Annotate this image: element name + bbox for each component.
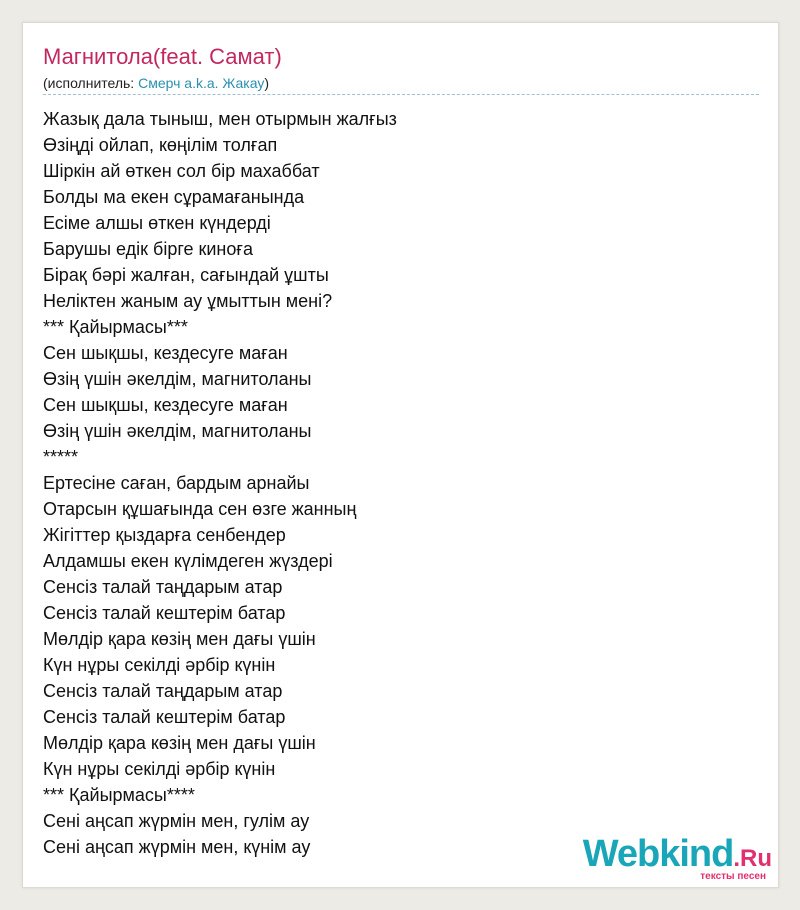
performer-line [43, 74, 269, 92]
song-title: Магнитола(feat. Самат) [43, 44, 282, 69]
lyric-line: Неліктен жаным ау ұмыттын мені? [43, 291, 333, 311]
lyric-line: Болды ма екен сұрамағанында [43, 187, 305, 207]
lyric-line: *** Қайырмасы*** [43, 317, 188, 337]
lyric-line: Өзің үшін әкелдім, магнитоланы [43, 369, 312, 389]
logo-domain: .Ru [733, 845, 772, 872]
lyric-line: Күн нұры секілді әрбір күнін [43, 655, 276, 675]
lyric-line: Ертесіне саған, бардым арнайы [43, 473, 310, 493]
lyric-line: Мөлдір қара көзің мен дағы үшін [43, 733, 316, 753]
performer-prefix: (исполнитель: [43, 75, 139, 91]
lyric-line: Бірақ бәрі жалған, сағындай ұшты [43, 265, 329, 285]
lyric-line: Алдамшы екен күлімдеген жүздері [43, 551, 333, 571]
lyric-line: Күн нұры секілді әрбір күнін [43, 759, 276, 779]
dashed-divider [43, 94, 759, 95]
lyric-line: Сенсіз талай кештерім батар [43, 707, 286, 727]
lyric-line: Жазық дала тыныш, мен отырмын жалғыз [43, 109, 397, 129]
lyric-line: Сенсіз талай таңдарым атар [43, 681, 283, 701]
lyric-line: Сенсіз талай кештерім батар [43, 603, 286, 623]
performer-suffix: ) [264, 75, 270, 91]
lyric-line: Барушы едік бірге киноға [43, 239, 253, 259]
logo-tagline: тексты песен [700, 871, 766, 882]
lyric-line: Сен шықшы, кездесуге маған [43, 395, 288, 415]
lyric-line: Жігіттер қыздарға сенбендер [43, 525, 286, 545]
lyrics-card [22, 22, 779, 888]
lyric-line: Шіркін ай өткен сол бір махаббат [43, 161, 320, 181]
lyric-line: Есіме алшы өткен күндерді [43, 213, 271, 233]
lyric-line: Сен шықшы, кездесуге маған [43, 343, 288, 363]
lyric-line: Сенсіз талай таңдарым атар [43, 577, 283, 597]
lyric-line: Сені аңсап жүрмін мен, күнім ау [43, 837, 311, 857]
lyric-line: Мөлдір қара көзің мен дағы үшін [43, 629, 316, 649]
performer-link[interactable]: Смерч a.k.a. Жакау [138, 75, 265, 91]
lyric-line: ***** [43, 447, 79, 467]
lyric-line: *** Қайырмасы**** [43, 785, 195, 805]
lyric-line: Өзің үшін әкелдім, магнитоланы [43, 421, 312, 441]
lyric-line: Өзіңді ойлап, көңілім толғап [43, 135, 278, 155]
lyrics-text [43, 106, 397, 860]
logo-name: Webkind [582, 833, 734, 875]
site-logo[interactable] [552, 833, 772, 883]
lyric-line: Отарсын құшағында сен өзге жанның [43, 499, 357, 519]
lyric-line: Сені аңсап жүрмін мен, гулім ау [43, 811, 310, 831]
